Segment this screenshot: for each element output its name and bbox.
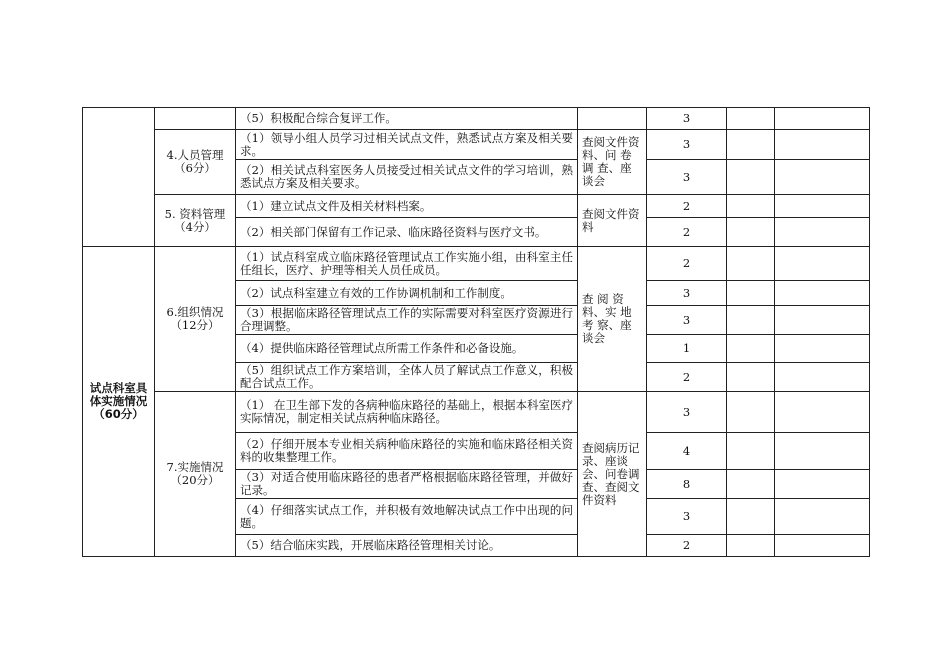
score-cell: 8 [647, 470, 727, 499]
remark-cell [775, 195, 870, 218]
score-cell: 2 [647, 195, 727, 218]
subcategory-records: 5. 资料管理（4分） [155, 195, 236, 247]
method-implementation: 查阅病历记录、座谈会、问卷调查、查阅文件资料 [578, 392, 647, 557]
criterion-text: （2）仔细开展本专业相关病种临床路径的实施和临床路径相关资料的收集整理工作。 [236, 433, 578, 470]
score-cell: 3 [647, 108, 727, 130]
method-organization: 查 阅 资 料、实 地 考 察、座谈会 [578, 247, 647, 392]
evaluation-table [82, 107, 870, 557]
remark-cell [775, 160, 870, 195]
subcategory-personnel: 4.人员管理（6分） [155, 130, 236, 195]
criterion-text: （1） 在卫生部下发的各病种临床路径的基础上，根据本科室医疗实际情况，制定相关试点病种临床路径。 [236, 392, 578, 433]
rating-cell [727, 535, 775, 557]
criterion-text: （5）结合临床实践，开展临床路径管理相关讨论。 [236, 535, 578, 557]
rating-cell [727, 363, 775, 392]
rating-cell [727, 108, 775, 130]
score-cell: 2 [647, 535, 727, 557]
criterion-text: （1）试点科室成立临床路径管理试点工作实施小组，由科室主任任组长，医疗、护理等相关人员任成员。 [236, 247, 578, 281]
remark-cell [775, 218, 870, 247]
rating-cell [727, 499, 775, 535]
criterion-text: （4）仔细落实试点工作，并积极有效地解决试点工作中出现的问题。 [236, 499, 578, 535]
rating-cell [727, 281, 775, 306]
method-personnel: 查阅文件资料、问 卷 调 查、座谈会 [578, 130, 647, 195]
score-cell: 2 [647, 247, 727, 281]
remark-cell [775, 470, 870, 499]
rating-cell [727, 195, 775, 218]
table-row [83, 392, 870, 433]
score-cell: 2 [647, 218, 727, 247]
score-cell: 3 [647, 306, 727, 335]
rating-cell [727, 218, 775, 247]
criterion-text: （3）对适合使用临床路径的患者严格根据临床路径管理，并做好记录。 [236, 470, 578, 499]
criterion-text: （1）建立试点文件及相关材料档案。 [236, 195, 578, 218]
rating-cell [727, 470, 775, 499]
remark-cell [775, 247, 870, 281]
category-cell-prev [83, 108, 155, 247]
table-row [83, 247, 870, 281]
score-cell: 3 [647, 499, 727, 535]
table-row [83, 108, 870, 130]
method-cell-prev [578, 108, 647, 130]
score-cell: 2 [647, 363, 727, 392]
criterion-text: （5）组织试点工作方案培训，全体人员了解试点工作意义，积极配合试点工作。 [236, 363, 578, 392]
remark-cell [775, 306, 870, 335]
criterion-text: （5）积极配合综合复评工作。 [236, 108, 578, 130]
remark-cell [775, 130, 870, 160]
rating-cell [727, 130, 775, 160]
rating-cell [727, 160, 775, 195]
rating-cell [727, 247, 775, 281]
criterion-text: （2）试点科室建立有效的工作协调机制和工作制度。 [236, 281, 578, 306]
rating-cell [727, 335, 775, 363]
remark-cell [775, 392, 870, 433]
rating-cell [727, 392, 775, 433]
score-cell: 3 [647, 281, 727, 306]
table-row [83, 130, 870, 160]
score-cell: 1 [647, 335, 727, 363]
criterion-text: （2）相关试点科室医务人员接受过相关试点文件的学习培训，熟悉试点方案及相关要求。 [236, 160, 578, 195]
score-cell: 3 [647, 392, 727, 433]
score-cell: 3 [647, 160, 727, 195]
category-pilot-dept: 试点科室具体实施情况（60分） [83, 247, 155, 557]
remark-cell [775, 335, 870, 363]
score-cell: 3 [647, 130, 727, 160]
remark-cell [775, 363, 870, 392]
score-cell: 4 [647, 433, 727, 470]
criterion-text: （1）领导小组人员学习过相关试点文件，熟悉试点方案及相关要求。 [236, 130, 578, 160]
table-row [83, 195, 870, 218]
remark-cell [775, 433, 870, 470]
remark-cell [775, 535, 870, 557]
criterion-text: （2）相关部门保留有工作记录、临床路径资料与医疗文书。 [236, 218, 578, 247]
criterion-text: （4）提供临床路径管理试点所需工作条件和必备设施。 [236, 335, 578, 363]
subcategory-implementation: 7.实施情况（20分） [155, 392, 236, 557]
remark-cell [775, 108, 870, 130]
remark-cell [775, 499, 870, 535]
remark-cell [775, 281, 870, 306]
subcategory-cell-prev [155, 108, 236, 130]
criterion-text: （3）根据临床路径管理试点工作的实际需要对科室医疗资源进行合理调整。 [236, 306, 578, 335]
method-records: 查阅文件资料 [578, 195, 647, 247]
rating-cell [727, 433, 775, 470]
subcategory-organization: 6.组织情况（12分） [155, 247, 236, 392]
rating-cell [727, 306, 775, 335]
